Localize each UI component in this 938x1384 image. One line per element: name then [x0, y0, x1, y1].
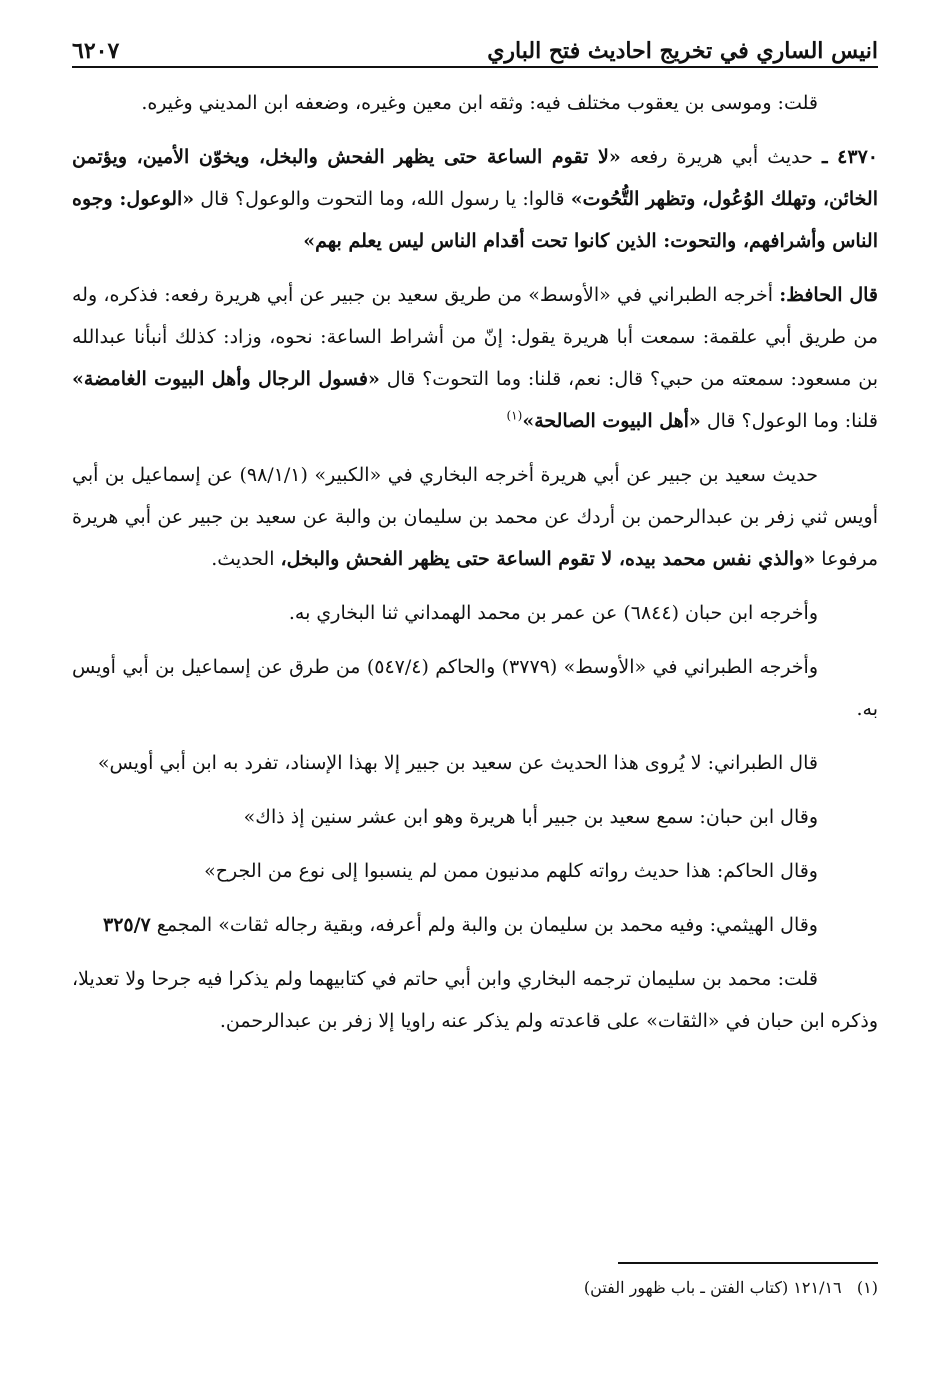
- footnote-divider: [618, 1262, 878, 1264]
- running-title: انيس الساري في تخريج احاديث فتح الباري: [487, 38, 878, 64]
- paragraph-note-musa: قلت: وموسى بن يعقوب مختلف فيه: وثقه ابن معين وغيره، وضعفه ابن المديني وغيره.: [141, 92, 818, 114]
- footnote: [72, 1274, 878, 1302]
- paragraph-tabarani-takhrij: وأخرجه الطبراني في «الأوسط» (٣٧٧٩) والحاكم (٥٤٧/٤) من طرق عن إسماعيل بن أبي أويس به.: [72, 656, 878, 720]
- hafiz-quote-1: «فسول الرجال وأهل البيوت الغامضة»: [72, 368, 380, 390]
- hadith-answer: «الوعول: وجوه الناس وأشرافهم، والتحوت: الذين كانوا تحت أقدام الناس ليس يعلم بهم»: [72, 188, 878, 252]
- footnote-text: ١٢١/١٦ (كتاب الفتن ـ باب ظهور الفتن): [583, 1278, 842, 1297]
- hafiz-text-1: أخرجه الطبراني في «الأوسط» من طريق سعيد بن جبير عن أبي هريرة رفعه: فذكره، وله من طريق أبي علقمة: سمعت أبا هريرة يقول: إنّ من أشراط الساعة: نحوه، وزاد: كذلك أنبأنا عبدالله بن مسعود: سمعته من حبي؟ قال: نعم، قلنا: وما التحوت؟ قال: [72, 284, 879, 390]
- paragraph-tabarani-said: قال الطبراني: لا يُروى هذا الحديث عن سعيد بن جبير إلا بهذا الإسناد، تفرد به ابن أبي أويس»: [97, 752, 818, 774]
- document-page: [72, 26, 878, 1356]
- hadith-text: «لا تقوم الساعة حتى يظهر الفحش والبخل، ويخوّن الأمين، ويؤتمن الخائن، وتهلك الوُعُول، وتظهر التُّحُوت»: [72, 146, 878, 210]
- footnote-ref: (١): [506, 408, 523, 423]
- bukhari-quote: «والذي نفس محمد بيده، لا تقوم الساعة حتى يظهر الفحش والبخل،: [280, 548, 816, 570]
- haythami-text: وقال الهيثمي: وفيه محمد بن سليمان بن والبة ولم أعرفه، وبقية رجاله ثقات» المجمع: [150, 914, 818, 936]
- page-number: ٦٢٠٧: [72, 38, 120, 64]
- paragraph-ibn-hibban-said: وقال ابن حبان: سمع سعيد بن جبير أبا هريرة وهو ابن عشر سنين إذ ذاك»: [243, 806, 818, 828]
- paragraph-hafiz: [72, 274, 878, 442]
- body-text: [72, 82, 878, 1042]
- footnote-marker: (١): [856, 1278, 878, 1297]
- hafiz-text-2: قلنا: وما الوعول؟ قال: [700, 410, 878, 432]
- paragraph-bukhari: [72, 454, 878, 580]
- majma-ref: ٣٢٥/٧: [102, 914, 151, 936]
- hadith-4370: [72, 136, 878, 262]
- hafiz-quote-2: «أهل البيوت الصالحة»: [522, 410, 701, 432]
- page-header: [72, 26, 878, 68]
- hadith-number: ٤٣٧٠ ـ: [821, 146, 878, 168]
- hafiz-label: قال الحافظ:: [779, 284, 879, 306]
- paragraph-hakim-said: وقال الحاكم: هذا حديث رواته كلهم مدنيون ممن لم ينسبوا إلى نوع من الجرح»: [204, 860, 818, 882]
- hadith-question: قالوا: يا رسول الله، وما التحوت والوعول؟ قال: [194, 188, 571, 210]
- bukhari-text-2: الحديث.: [211, 548, 281, 570]
- hadith-intro: حديث أبي هريرة رفعه: [629, 146, 813, 168]
- paragraph-ibn-hibban-takhrij: وأخرجه ابن حبان (٦٨٤٤) عن عمر بن محمد الهمداني ثنا البخاري به.: [288, 602, 818, 624]
- paragraph-haythami-said: [72, 904, 878, 946]
- bukhari-text-1: حديث سعيد بن جبير عن أبي هريرة أخرجه البخاري في «الكبير» (٩٨/١/١) عن إسماعيل بن أبي أويس ثني زفر بن عبدالرحمن بن أردك عن محمد بن سليمان بن والبة عن سعيد بن جبير عن أبي هريرة مرفوعا: [72, 464, 878, 570]
- paragraph-note-muhammad: قلت: محمد بن سليمان ترجمه البخاري وابن أبي حاتم في كتابيهما ولم يذكرا فيه جرحا ولا تعديلا، وذكره ابن حبان في «الثقات» على قاعدته ولم يذكر عنه راويا إلا زفر بن عبدالرحمن.: [72, 968, 878, 1032]
